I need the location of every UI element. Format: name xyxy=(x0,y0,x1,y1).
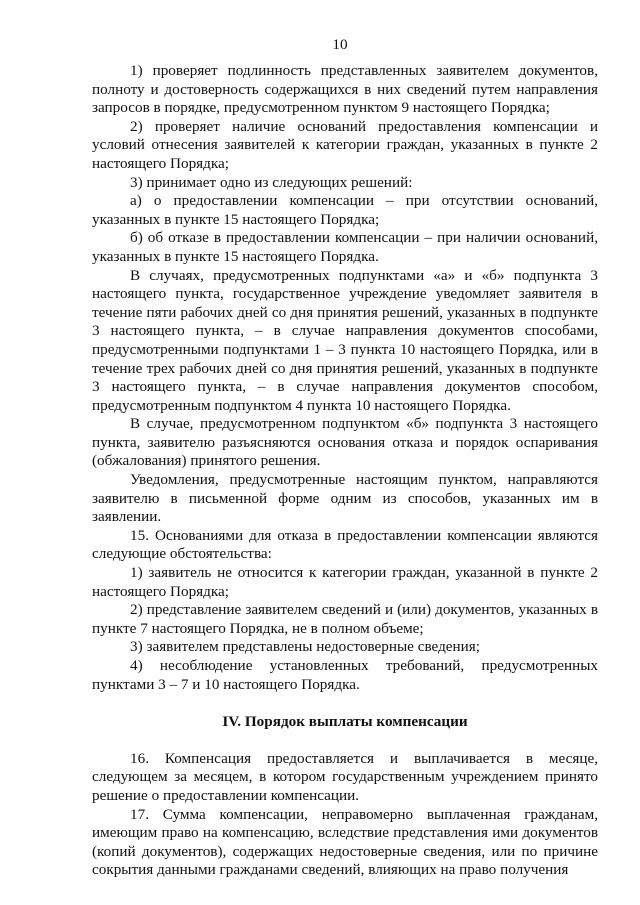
paragraph: 1) проверяет подлинность представленных заявителем документов, полноту и достоверность содержащихся в них сведений путем направления запросов в порядке, предусмотренном пунктом 9 настоящего Порядка; xyxy=(92,62,598,117)
paragraph: 3) принимает одно из следующих решений: xyxy=(130,173,413,191)
paragraph: Уведомления, предусмотренные настоящим пунктом, направляются заявителю в письменной форме одним из способов, указанных им в заявлении. xyxy=(92,471,598,526)
paragraph: В случае, предусмотренном подпунктом «б» подпункта 3 настоящего пункта, заявителю разъясняются основания отказа и порядок оспаривания (обжалования) принятого решения. xyxy=(92,415,598,470)
paragraph: 1) заявитель не относится к категории граждан, указанной в пункте 2 настоящего Порядка; xyxy=(92,564,598,600)
paragraph: В случаях, предусмотренных подпунктами «а» и «б» подпункта 3 настоящего пункта, государственное учреждение уведомляет заявителя в течение пяти рабочих дней со дня принятия решений, указанных в подпункте 3 настоящего пункта, – в случае направления документов способами, предусмотренными подпунктами 1 – 3 пункта 10 настоящего Порядка, или в течение трех рабочих дней со дня принятия решений, указанных в подпункте 3 настоящего пункта, – в случае направления документов способом, предусмотренным подпунктом 4 пункта 10 настоящего Порядка. xyxy=(92,266,598,414)
paragraph: 17. Сумма компенсации, неправомерно выплаченная гражданам, имеющим право на компенсацию, вследствие представления ими документов (копий документов), содержащих недостоверные сведения, или по причине сокрытия данными гражданами сведений, влияющих на право получения xyxy=(92,805,598,879)
paragraph: 16. Компенсация предоставляется и выплачивается в месяце, следующем за месяцем, в котором государственным учреждением принято решение о предоставлении компенсации. xyxy=(92,749,598,804)
paragraph: 2) представление заявителем сведений и (или) документов, указанных в пункте 7 настоящего Порядка, не в полном объеме; xyxy=(92,601,598,637)
paragraph: 3) заявителем представлены недостоверные сведения; xyxy=(130,638,481,656)
paragraph: 15. Основаниями для отказа в предоставлении компенсации являются следующие обстоятельства: xyxy=(92,526,598,563)
page-number: 10 xyxy=(332,36,348,53)
paragraph: 4) несоблюдение установленных требований, предусмотренных пунктами 3 – 7 и 10 настоящего Порядка. xyxy=(92,657,598,693)
paragraph: а) о предоставлении компенсации – при отсутствии оснований, указанных в пункте 15 настоящего Порядка; xyxy=(92,192,598,228)
paragraph: б) об отказе в предоставлении компенсации – при наличии оснований, указанных в пункте 15 настоящего Порядка. xyxy=(92,229,598,265)
paragraph: 2) проверяет наличие оснований предоставления компенсации и условий отнесения заявителей к категории граждан, указанных в пункте 2 настоящего Порядка; xyxy=(92,117,598,172)
section-heading: IV. Порядок выплаты компенсации xyxy=(222,713,468,731)
document-body xyxy=(92,62,598,880)
